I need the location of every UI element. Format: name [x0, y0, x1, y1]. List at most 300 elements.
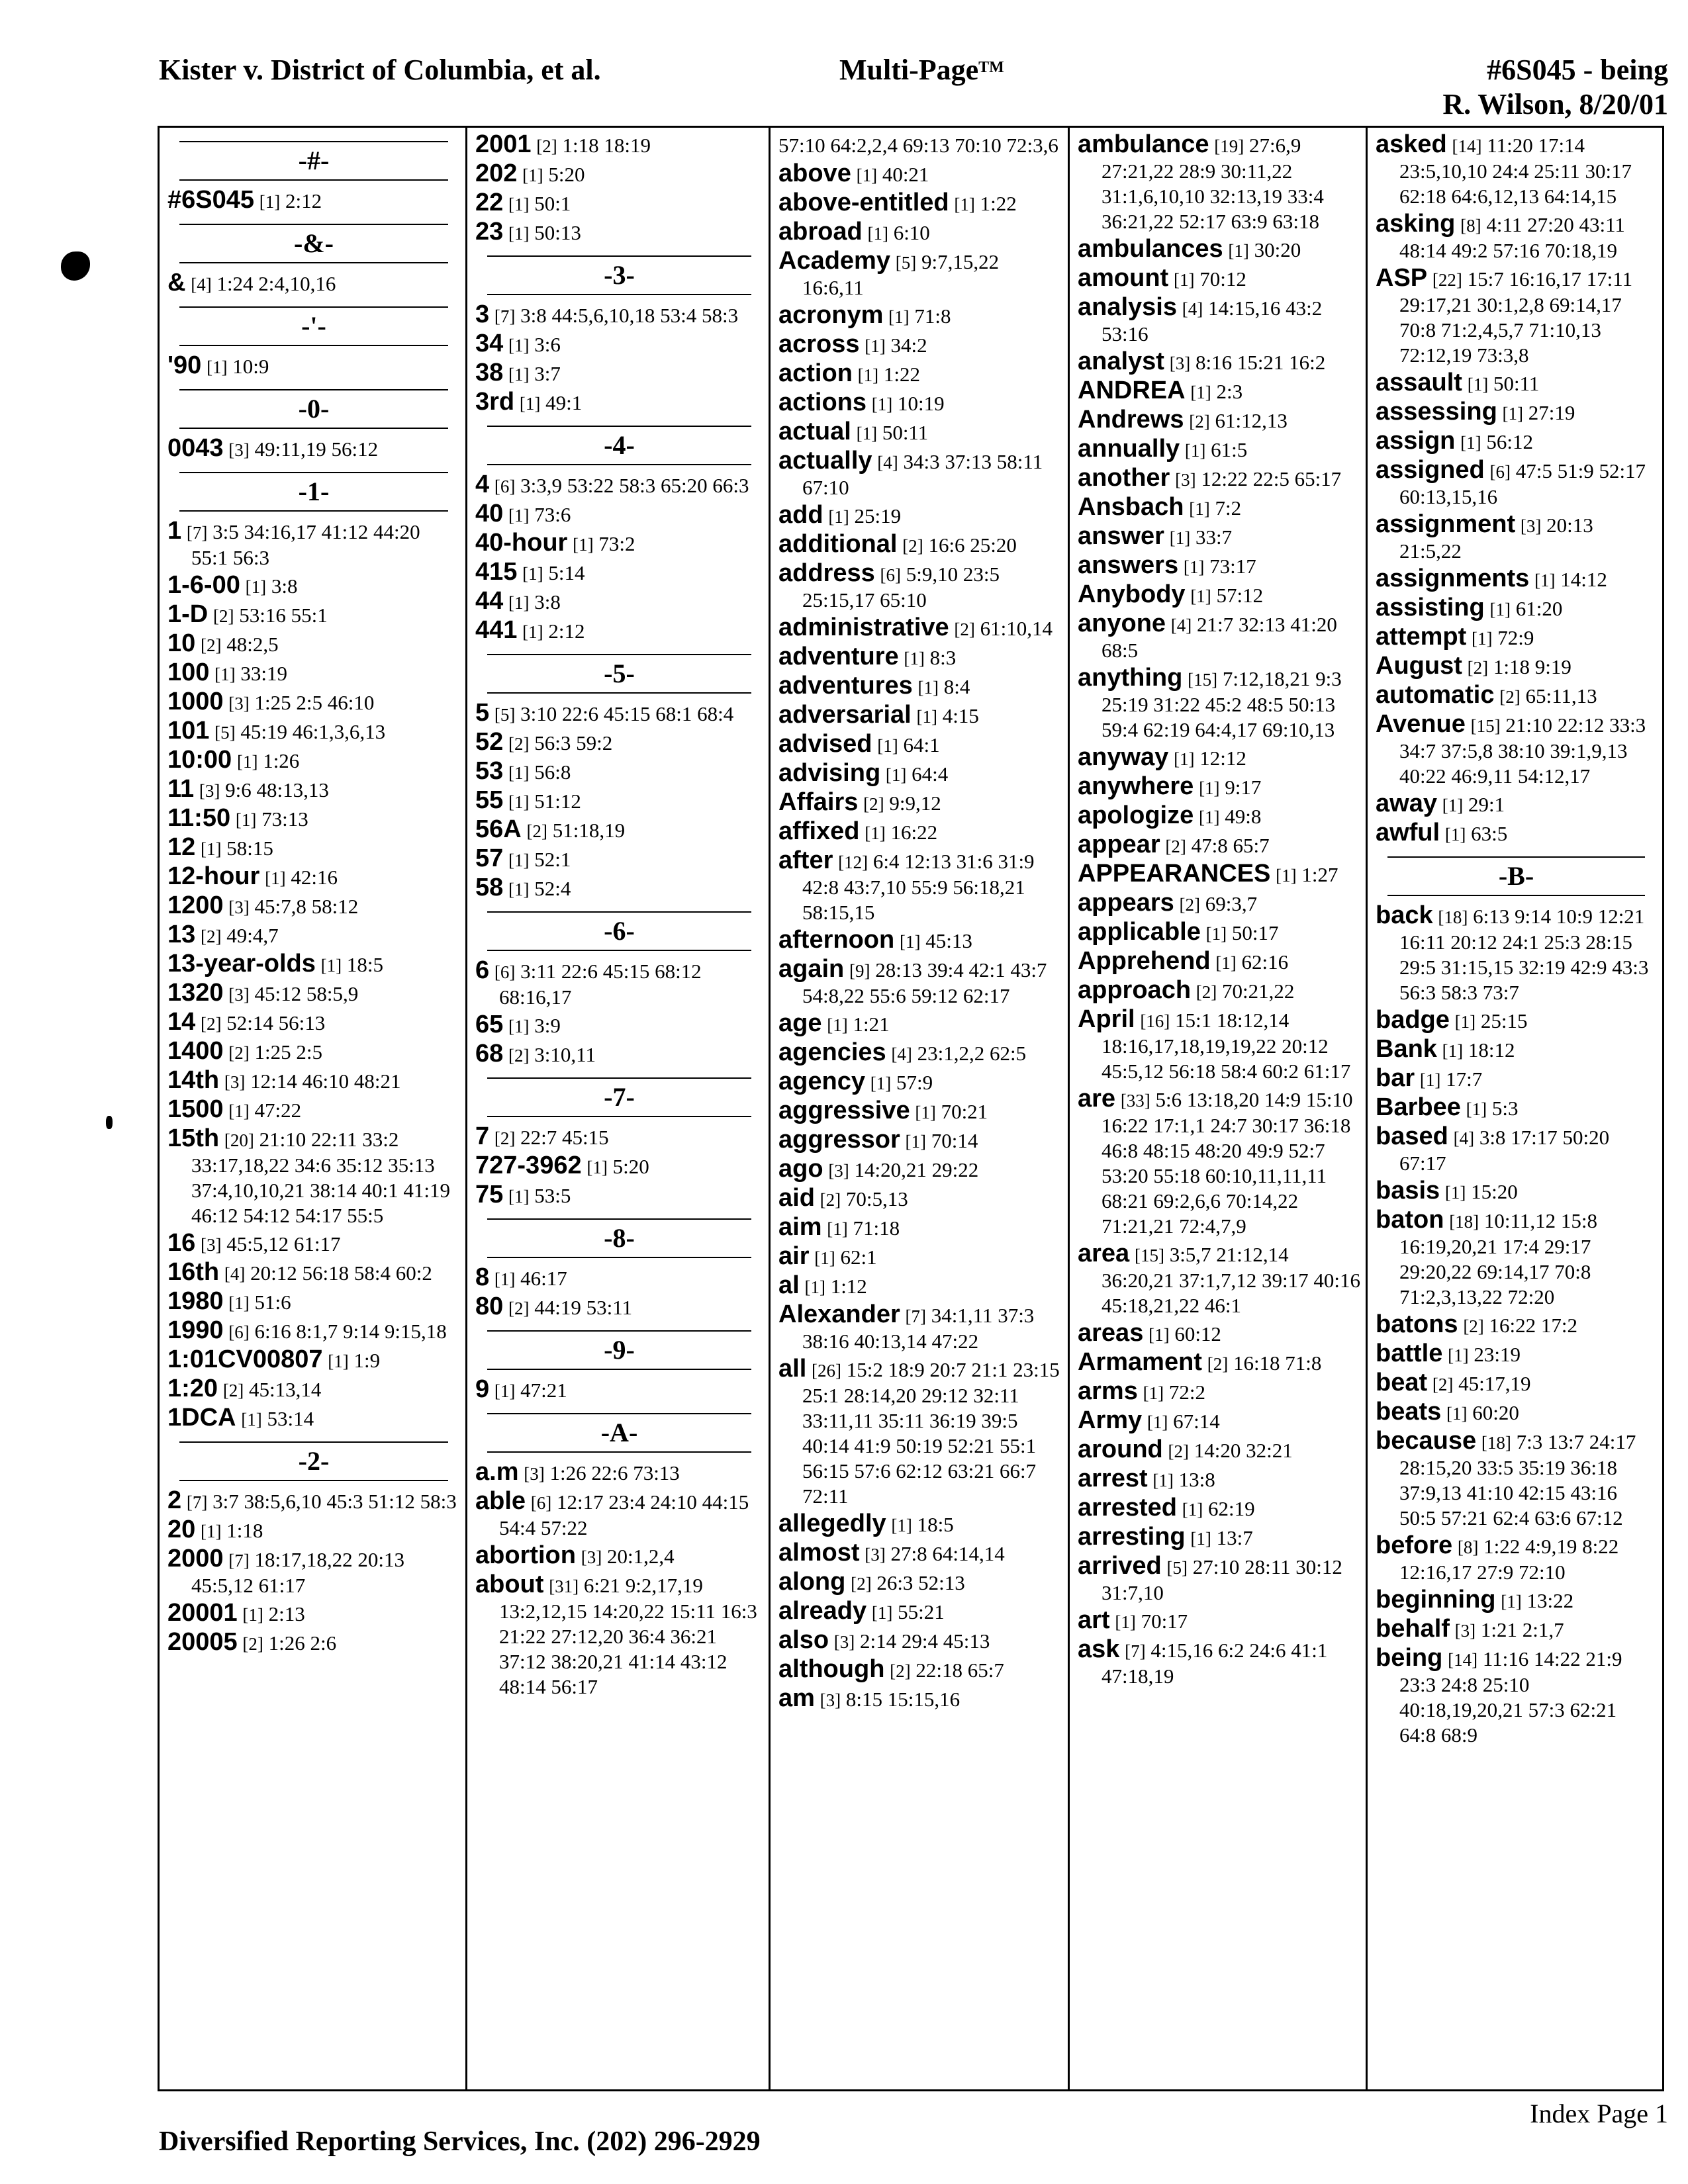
entry-refs: 16:22 17:2	[1489, 1314, 1578, 1337]
entry-refs: 6:4 12:13 31:6 31:9 42:8 43:7,10 55:9 56:18,21 58:15,15	[802, 850, 1035, 924]
index-section-header: -3-	[487, 255, 751, 295]
entry-refs: 3:7	[534, 362, 561, 385]
entry-count: [1]	[508, 365, 530, 385]
entry-term: anything	[1078, 664, 1183, 692]
entry-count: [1]	[856, 165, 878, 185]
index-column-2	[465, 128, 769, 2089]
product-name	[839, 53, 1004, 87]
index-entry	[1376, 624, 1657, 651]
index-entry	[167, 835, 460, 862]
entry-count: [7]	[228, 1551, 250, 1570]
index-entry	[475, 190, 763, 217]
index-entry	[778, 502, 1062, 529]
entry-refs: 16:22	[890, 821, 938, 844]
entry-count: [1]	[856, 424, 878, 443]
entry-term: 1-6-00	[167, 571, 240, 599]
entry-count: [3]	[228, 985, 250, 1005]
entry-refs: 49:8	[1225, 805, 1262, 828]
entry-term: about	[475, 1570, 544, 1598]
index-section-header: -5-	[487, 654, 751, 694]
entry-count: [2]	[1196, 982, 1217, 1002]
entry-count: [1]	[1419, 1070, 1441, 1090]
index-entry	[778, 1244, 1062, 1271]
index-entry	[475, 559, 763, 586]
index-entry	[778, 819, 1062, 846]
entry-count: [5]	[494, 705, 516, 725]
index-entry	[1376, 1312, 1657, 1339]
entry-count: [5]	[214, 723, 236, 743]
entry-count: [1]	[814, 1248, 835, 1268]
entry-refs: 45:13	[925, 929, 972, 952]
entry-count: [1]	[865, 336, 886, 356]
entry-count: [4]	[191, 275, 212, 295]
entry-count: [1]	[201, 1522, 222, 1541]
index-entry	[475, 1182, 763, 1209]
entry-count: [2]	[954, 619, 975, 639]
index-entry	[167, 1068, 460, 1095]
entry-count: [18]	[1481, 1433, 1511, 1453]
entry-count: [1]	[865, 823, 886, 843]
entry-refs: 3:7 38:5,6,10 45:3 51:12 58:3	[212, 1490, 457, 1513]
entry-refs: 1:12	[830, 1275, 867, 1298]
index-entry	[1078, 582, 1360, 609]
entry-count: [1]	[1501, 1592, 1522, 1612]
index-entry	[167, 776, 460, 803]
index-entry	[475, 729, 763, 756]
index-entry	[1078, 1608, 1360, 1635]
index-entry	[167, 602, 460, 629]
entry-term: 38	[475, 359, 504, 387]
index-page-label: Index Page 1	[1530, 2099, 1668, 2128]
index-entry	[1376, 1370, 1657, 1397]
entry-refs: 73:6	[534, 503, 571, 526]
entry-term: 10	[167, 629, 196, 657]
entry-term: 40	[475, 500, 504, 527]
entry-term: 14th	[167, 1066, 220, 1094]
entry-refs: 5:3	[1491, 1097, 1519, 1120]
entry-refs: 67:14	[1173, 1410, 1220, 1433]
entry-refs: 51:12	[534, 790, 581, 813]
entry-count: [9]	[849, 961, 870, 981]
entry-term: allegedly	[778, 1510, 886, 1537]
entry-term: aid	[778, 1184, 815, 1212]
entry-term: 101	[167, 717, 210, 745]
index-entry	[778, 702, 1062, 729]
index-entry	[778, 1511, 1062, 1538]
entry-count: [1]	[1228, 241, 1249, 261]
entry-term: ago	[778, 1155, 823, 1183]
entry-refs: 1:25 2:5	[254, 1040, 323, 1064]
entry-term: applicable	[1078, 918, 1201, 946]
index-entry	[167, 187, 460, 214]
entry-term: add	[778, 501, 823, 529]
entry-refs: 44:19 53:11	[534, 1296, 633, 1319]
entry-count: [1]	[508, 1017, 530, 1036]
margin-ink-blot	[61, 251, 90, 281]
entry-term: assisting	[1376, 594, 1485, 621]
entry-refs: 45:19 46:1,3,6,13	[240, 720, 386, 743]
entry-term: 1DCA	[167, 1404, 236, 1432]
index-entry	[475, 389, 763, 416]
entry-refs: 62:1	[840, 1246, 877, 1269]
entry-count: [3]	[228, 440, 250, 460]
entry-count: [1]	[1183, 557, 1205, 577]
entry-refs: 30:20	[1254, 238, 1301, 261]
entry-refs: 9:7,15,22 16:6,11	[802, 250, 1000, 299]
entry-count: [1]	[214, 664, 236, 684]
entry-term: 2001	[475, 130, 532, 158]
entry-count: [1]	[508, 224, 530, 244]
entry-refs: 49:11,19 56:12	[254, 437, 379, 461]
entry-refs: 14:20 32:21	[1194, 1439, 1293, 1462]
entry-refs: 6:21 9:2,17,19 13:2,12,15 14:20,22 15:11 16:3 21:22 27:12,20 36:4 36:21 37:12 38:20,21 41:14 43:12 48:14 56:17	[499, 1574, 757, 1698]
entry-refs: 18:12	[1468, 1038, 1515, 1062]
entry-count: [7]	[186, 523, 208, 543]
index-entry	[1376, 132, 1657, 209]
entry-term: awful	[1376, 819, 1440, 846]
entry-refs: 70:21,22	[1222, 979, 1295, 1003]
entry-refs: 71:18	[853, 1216, 900, 1240]
index-entry	[778, 615, 1062, 642]
index-entry	[778, 332, 1062, 359]
entry-count: [7]	[905, 1306, 926, 1326]
entry-term: across	[778, 330, 860, 358]
entry-term: beat	[1376, 1369, 1428, 1396]
index-entry	[1376, 265, 1657, 368]
entry-refs: 20:12 56:18 58:4 60:2	[250, 1261, 432, 1285]
index-entry	[778, 448, 1062, 500]
index-entry	[167, 689, 460, 716]
entry-refs: 14:20,21 29:22	[854, 1158, 979, 1181]
index-entry	[475, 302, 763, 329]
entry-count: [20]	[224, 1130, 254, 1150]
entry-term: ANDREA	[1078, 377, 1186, 404]
index-entry	[1376, 1207, 1657, 1310]
index-entry	[475, 1012, 763, 1039]
entry-term: answers	[1078, 551, 1179, 579]
entry-term: 1500	[167, 1095, 224, 1123]
entry-refs: 12:22 22:5 65:17	[1201, 467, 1342, 490]
entry-refs: 73:2	[598, 532, 635, 555]
index-entry	[475, 132, 763, 159]
entry-term: 55	[475, 786, 504, 814]
entry-refs: 5:14	[548, 561, 585, 584]
index-entry	[1078, 378, 1360, 405]
entry-term: April	[1078, 1005, 1135, 1033]
entry-term: after	[778, 846, 833, 874]
index-entry	[475, 1265, 763, 1292]
entry-count: [15]	[1470, 716, 1501, 736]
entry-term: abortion	[475, 1541, 576, 1569]
index-entry	[778, 1185, 1062, 1212]
entry-refs: 3:5,7 21:12,14 36:20,21 37:1,7,12 39:17 40:16 45:18,21,22 46:1	[1102, 1243, 1360, 1317]
index-entry	[778, 190, 1062, 217]
entry-term: 1400	[167, 1037, 224, 1065]
entry-count: [1]	[1446, 1404, 1468, 1424]
entry-refs: 52:1	[534, 848, 571, 871]
entry-term: along	[778, 1568, 846, 1596]
entry-term: 52	[475, 728, 504, 756]
entry-term: aggressive	[778, 1097, 910, 1124]
entry-term: 13-year-olds	[167, 950, 316, 978]
entry-count: [18]	[1438, 907, 1468, 927]
entry-refs: 14:12	[1560, 568, 1607, 591]
entry-term: behalf	[1376, 1615, 1450, 1643]
entry-count: [1]	[1115, 1612, 1136, 1632]
entry-term: 1980	[167, 1287, 224, 1315]
entry-refs: 6:10	[893, 221, 930, 244]
index-entry	[1078, 1466, 1360, 1493]
entry-count: [6]	[1489, 462, 1511, 482]
product-label: Multi-Page	[839, 54, 979, 86]
entry-refs: 14:15,16 43:2 53:16	[1102, 296, 1323, 345]
entry-refs: 13:7	[1216, 1526, 1253, 1549]
entry-count: [1]	[871, 394, 893, 414]
entry-refs: 56:12	[1486, 430, 1533, 453]
index-entry	[167, 572, 460, 600]
entry-term: Avenue	[1376, 710, 1466, 738]
index-section-header: -9-	[487, 1330, 751, 1370]
entry-count: [2]	[902, 536, 923, 556]
entry-term: arrested	[1078, 1494, 1177, 1522]
entry-refs: 1:26 2:6	[268, 1631, 337, 1655]
entry-count: [1]	[1143, 1383, 1164, 1403]
entry-term: abroad	[778, 218, 863, 246]
entry-count: [4]	[1170, 615, 1192, 635]
entry-refs: 21:10 22:11 33:2 33:17,18,22 34:6 35:12 35:13 37:4,10,10,21 38:14 40:1 41:19 46:12 54:12 54:17 55:5	[191, 1128, 450, 1227]
index-entry	[167, 922, 460, 949]
entry-count: [1]	[508, 593, 530, 613]
entry-refs: 1:18 18:19	[562, 134, 651, 157]
entry-refs: 72:9	[1497, 626, 1534, 649]
index-entry	[1078, 1349, 1360, 1377]
entry-count: [1]	[916, 707, 937, 727]
entry-refs: 3:10 22:6 45:15 68:1 68:4	[520, 702, 734, 725]
entry-refs: 2:14 29:4 45:13	[860, 1629, 990, 1653]
entry-refs: 60:20	[1472, 1401, 1519, 1424]
entry-count: [1]	[804, 1277, 825, 1297]
entry-count: [6]	[494, 477, 516, 496]
entry-count: [19]	[1214, 136, 1244, 156]
index-entry	[475, 700, 763, 727]
entry-count: [2]	[1499, 687, 1521, 707]
index-entry	[475, 1543, 763, 1570]
entry-term: 9	[475, 1375, 490, 1403]
entry-refs: 1:18 9:19	[1493, 655, 1571, 678]
entry-term: 34	[475, 330, 504, 357]
index-entry	[778, 1657, 1062, 1684]
entry-term: 80	[475, 1293, 504, 1320]
entry-refs: 53:16 55:1	[239, 604, 328, 627]
index-entry	[1078, 1495, 1360, 1522]
index-entry	[1078, 1241, 1360, 1318]
entry-count: [1]	[519, 394, 541, 414]
entry-refs: 46:17	[520, 1267, 567, 1290]
index-entry	[778, 1273, 1062, 1300]
entry-refs: 1:18	[226, 1519, 263, 1542]
entry-refs: 5:6 13:18,20 14:9 15:10 16:22 17:1,1 24:7 30:17 36:18 46:8 48:15 48:20 49:9 52:7 53:20 55:18 60:10,11,11,11 68:21 69:2,6,6 70:14,22 71:21,21 72:4,7,9	[1102, 1088, 1353, 1238]
entry-refs: 22:7 45:15	[520, 1126, 609, 1149]
entry-refs: 21:10 22:12 33:3 34:7 37:5,8 38:10 39:1,9,13 40:22 46:9,11 54:12,17	[1399, 713, 1646, 788]
entry-term: 727-3962	[475, 1152, 582, 1179]
index-entry	[167, 980, 460, 1007]
entry-refs: 13:8	[1178, 1468, 1215, 1491]
entry-term: above	[778, 159, 851, 187]
index-entry	[167, 1546, 460, 1598]
entry-count: [1]	[522, 622, 543, 642]
entry-term: 20001	[167, 1599, 238, 1627]
index-section-header: -6-	[487, 911, 751, 951]
entry-count: [3]	[224, 1072, 246, 1092]
entry-term: ambulance	[1078, 130, 1209, 158]
index-entry	[1376, 1036, 1657, 1064]
entry-refs: 7:2	[1215, 496, 1242, 520]
entry-count: [1]	[870, 1073, 892, 1093]
index-section-header: -2-	[179, 1441, 448, 1481]
entry-term: 5	[475, 699, 490, 727]
entry-refs: 16:18 71:8	[1233, 1351, 1322, 1375]
entry-term: al	[778, 1271, 800, 1299]
entry-count: [1]	[1442, 796, 1464, 815]
margin-ink-dot	[106, 1116, 113, 1129]
entry-term: badge	[1376, 1006, 1450, 1034]
entry-refs: 53:14	[267, 1407, 314, 1430]
reporting-company: Diversified Reporting Services, Inc. (202) 296-2929	[159, 2126, 761, 2157]
entry-term: aggressor	[778, 1126, 900, 1154]
entry-count: [3]	[199, 781, 220, 801]
entry-count: [1]	[1182, 1500, 1203, 1520]
entry-term: art	[1078, 1606, 1110, 1634]
index-entry	[475, 1377, 763, 1404]
entry-refs: 57:9	[896, 1071, 933, 1094]
entry-refs: 18:5	[917, 1513, 954, 1536]
index-entry	[1376, 1399, 1657, 1426]
entry-term: 202	[475, 159, 518, 187]
entry-count: [1]	[522, 564, 543, 584]
entry-refs: 1:24 2:4,10,16	[216, 272, 336, 295]
entry-term: 15th	[167, 1124, 220, 1152]
entry-refs: 5:9,10 23:5 25:15,17 65:10	[802, 563, 1000, 612]
entry-count: [1]	[508, 792, 530, 812]
entry-term: again	[778, 955, 845, 983]
entry-term: Armament	[1078, 1348, 1202, 1376]
entry-count: [2]	[1189, 412, 1210, 432]
entry-refs: 27:6,9 27:21,22 28:9 30:11,22 31:1,6,10,10 32:13,19 33:4 36:21,22 52:17 63:9 63:18	[1102, 134, 1324, 233]
entry-refs: 17:7	[1446, 1068, 1483, 1091]
entry-term: before	[1376, 1531, 1453, 1559]
entry-count: [2]	[201, 635, 222, 655]
entry-count: [1]	[245, 577, 267, 597]
index-entry	[1376, 1341, 1657, 1368]
entry-refs: 18:5	[346, 953, 383, 976]
entry-count: [1]	[1205, 924, 1227, 944]
entry-count: [16]	[1140, 1011, 1170, 1031]
entry-term: #6S045	[167, 186, 255, 214]
entry-refs: 18:17,18,22 20:13 45:5,12 61:17	[191, 1548, 405, 1597]
entry-count: [2]	[508, 734, 530, 754]
entry-term: able	[475, 1487, 526, 1515]
entry-count: [1]	[871, 1603, 893, 1623]
entry-refs: 3:9	[534, 1014, 561, 1037]
entry-term: 0043	[167, 434, 224, 462]
entry-term: Andrews	[1078, 406, 1184, 433]
entry-refs: 4:15,16 6:2 24:6 41:1 47:18,19	[1102, 1639, 1328, 1688]
index-section-header: -B-	[1387, 856, 1645, 896]
entry-term: 1200	[167, 891, 224, 919]
index-entry	[778, 790, 1062, 817]
entry-count: [1]	[1467, 375, 1489, 394]
index-entry	[1376, 1095, 1657, 1122]
entry-count: [2]	[1207, 1354, 1229, 1374]
entry-refs: 27:8 64:14,14	[890, 1542, 1005, 1565]
entry-term: 1000	[167, 688, 224, 715]
entry-refs: 26:3 52:13	[876, 1571, 965, 1594]
index-entry	[475, 472, 763, 499]
entry-count: [1]	[1444, 825, 1466, 844]
entry-term: agencies	[778, 1038, 886, 1066]
entry-count: [1]	[508, 506, 530, 525]
entry-refs: 1:21 2:1,7	[1480, 1618, 1564, 1641]
entry-refs: 10:19	[898, 392, 945, 415]
entry-refs: 57:12	[1216, 584, 1264, 607]
entry-term: 22	[475, 189, 504, 216]
index-entry	[1376, 595, 1657, 622]
index-entry	[475, 1124, 763, 1151]
index-entry	[1078, 132, 1360, 234]
entry-count: [1]	[235, 810, 257, 830]
entry-count: [2]	[508, 1046, 530, 1066]
index-entry	[167, 660, 460, 687]
entry-count: [6]	[494, 962, 516, 982]
index-entry	[167, 1038, 460, 1066]
entry-term: anyway	[1078, 743, 1169, 771]
entry-count: [1]	[917, 678, 939, 698]
entry-term: action	[778, 359, 853, 387]
entry-term: adventure	[778, 643, 899, 670]
entry-refs: 34:2	[890, 334, 927, 357]
entry-count: [4]	[1453, 1128, 1475, 1148]
entry-count: [1]	[1444, 1183, 1466, 1203]
entry-term: attempt	[1376, 623, 1467, 651]
entry-refs: 5:20	[612, 1155, 649, 1178]
entry-refs: 3:8	[534, 590, 561, 614]
entry-refs: 3:8	[271, 574, 298, 598]
entry-refs: 1:22 4:9,19 8:22 12:16,17 27:9 72:10	[1399, 1535, 1619, 1584]
entry-term: 40-hour	[475, 529, 568, 557]
entry-term: appears	[1078, 889, 1174, 917]
entry-term: 20	[167, 1516, 196, 1543]
entry-refs: 4:11 27:20 43:11 48:14 49:2 57:16 70:18,19	[1399, 213, 1625, 262]
entry-count: [6]	[530, 1493, 552, 1513]
entry-refs: 50:11	[882, 421, 929, 444]
entry-refs: 16:6 25:20	[928, 533, 1017, 557]
entry-refs: 60:12	[1174, 1322, 1221, 1345]
entry-count: [3]	[1175, 470, 1196, 490]
entry-term: bar	[1376, 1064, 1415, 1092]
index-entry	[778, 390, 1062, 417]
entry-term: Anybody	[1078, 580, 1186, 608]
index-section-header: -1-	[179, 472, 448, 512]
entry-refs: 47:8 65:7	[1191, 834, 1270, 857]
entry-term: Academy	[778, 247, 890, 275]
entry-term: battle	[1376, 1340, 1443, 1367]
entry-count: [7]	[186, 1492, 208, 1512]
index-entry	[1376, 566, 1657, 593]
entry-term: APPEARANCES	[1078, 860, 1271, 887]
entry-term: all	[778, 1355, 807, 1383]
entry-count: [1]	[494, 1269, 516, 1289]
index-entry	[1376, 1178, 1657, 1205]
